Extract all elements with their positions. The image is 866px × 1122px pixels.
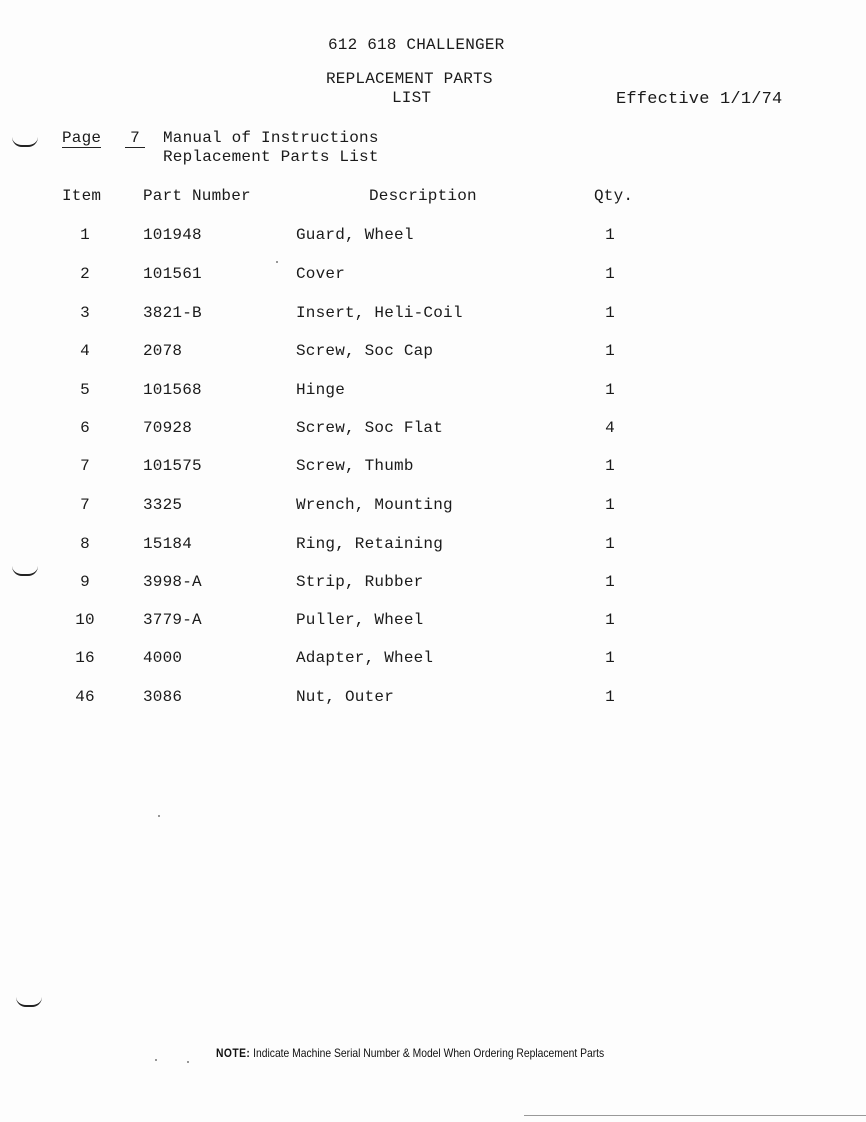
scan-speck	[187, 1061, 189, 1063]
part-number: 4000	[143, 649, 183, 667]
part-description: Screw, Soc Flat	[296, 419, 444, 437]
table-row	[0, 611, 866, 633]
part-number: 3821-B	[143, 304, 202, 322]
item-number: 7	[80, 496, 90, 514]
item-number: 8	[80, 535, 90, 553]
column-header-part-number: Part Number	[143, 187, 251, 205]
part-qty: 1	[605, 688, 615, 706]
item-number: 10	[75, 611, 95, 629]
column-header-description: Description	[369, 187, 477, 205]
column-header-qty: Qty.	[594, 187, 634, 205]
table-row	[0, 496, 866, 518]
part-description: Adapter, Wheel	[296, 649, 434, 667]
table-row	[0, 688, 866, 710]
binder-hole-mark	[16, 997, 42, 1007]
part-qty: 1	[605, 342, 615, 360]
item-number: 2	[80, 265, 90, 283]
manual-title-line2: Replacement Parts List	[163, 148, 379, 166]
part-number: 70928	[143, 419, 193, 437]
part-number: 101575	[143, 457, 202, 475]
table-row	[0, 226, 866, 248]
part-description: Hinge	[296, 381, 346, 399]
part-number: 15184	[143, 535, 193, 553]
note-label: NOTE:	[216, 1046, 251, 1060]
effective-date: Effective 1/1/74	[616, 90, 783, 109]
item-number: 1	[80, 226, 90, 244]
item-number: 16	[75, 649, 95, 667]
part-number: 101561	[143, 265, 202, 283]
part-description: Screw, Thumb	[296, 457, 414, 475]
item-number: 7	[80, 457, 90, 475]
part-number: 101568	[143, 381, 202, 399]
item-number: 3	[80, 304, 90, 322]
part-number: 2078	[143, 342, 183, 360]
note-text: Indicate Machine Serial Number & Model When Ordering Replacement Parts	[253, 1046, 605, 1060]
table-row	[0, 535, 866, 557]
table-row	[0, 457, 866, 479]
part-number: 3325	[143, 496, 183, 514]
part-qty: 1	[605, 535, 615, 553]
list-title-line1: REPLACEMENT PARTS	[326, 70, 493, 88]
list-title-line2: LIST	[392, 89, 432, 107]
item-number: 6	[80, 419, 90, 437]
table-row	[0, 342, 866, 364]
table-row	[0, 573, 866, 595]
page-label: Page	[62, 129, 102, 147]
part-qty: 1	[605, 381, 615, 399]
part-qty: 1	[605, 649, 615, 667]
table-row	[0, 304, 866, 326]
item-number: 5	[80, 381, 90, 399]
page-number: 7	[125, 129, 145, 148]
part-qty: 1	[605, 496, 615, 514]
scan-speck	[276, 261, 278, 263]
table-row	[0, 265, 866, 287]
footer-note	[216, 1046, 604, 1060]
part-qty: 4	[605, 419, 615, 437]
column-header-item: Item	[62, 187, 102, 205]
item-number: 46	[75, 688, 95, 706]
part-qty: 1	[605, 573, 615, 591]
part-description: Cover	[296, 265, 346, 283]
part-number: 3998-A	[143, 573, 202, 591]
model-title: 612 618 CHALLENGER	[328, 36, 505, 54]
part-qty: 1	[605, 304, 615, 322]
part-description: Puller, Wheel	[296, 611, 424, 629]
table-row	[0, 381, 866, 403]
part-number: 3779-A	[143, 611, 202, 629]
part-description: Ring, Retaining	[296, 535, 444, 553]
scan-speck	[155, 1059, 157, 1061]
part-description: Screw, Soc Cap	[296, 342, 434, 360]
part-description: Strip, Rubber	[296, 573, 424, 591]
binder-hole-mark	[12, 137, 38, 147]
part-qty: 1	[605, 611, 615, 629]
part-number: 3086	[143, 688, 183, 706]
part-qty: 1	[605, 457, 615, 475]
part-qty: 1	[605, 265, 615, 283]
part-description: Guard, Wheel	[296, 226, 414, 244]
part-description: Wrench, Mounting	[296, 496, 453, 514]
scan-speck	[158, 815, 160, 817]
bottom-edge-line	[524, 1115, 866, 1116]
part-description: Insert, Heli-Coil	[296, 304, 463, 322]
part-description: Nut, Outer	[296, 688, 395, 706]
table-row	[0, 649, 866, 671]
item-number: 9	[80, 573, 90, 591]
part-number: 101948	[143, 226, 202, 244]
table-row	[0, 419, 866, 441]
manual-title-line1: Manual of Instructions	[163, 129, 379, 147]
part-qty: 1	[605, 226, 615, 244]
item-number: 4	[80, 342, 90, 360]
